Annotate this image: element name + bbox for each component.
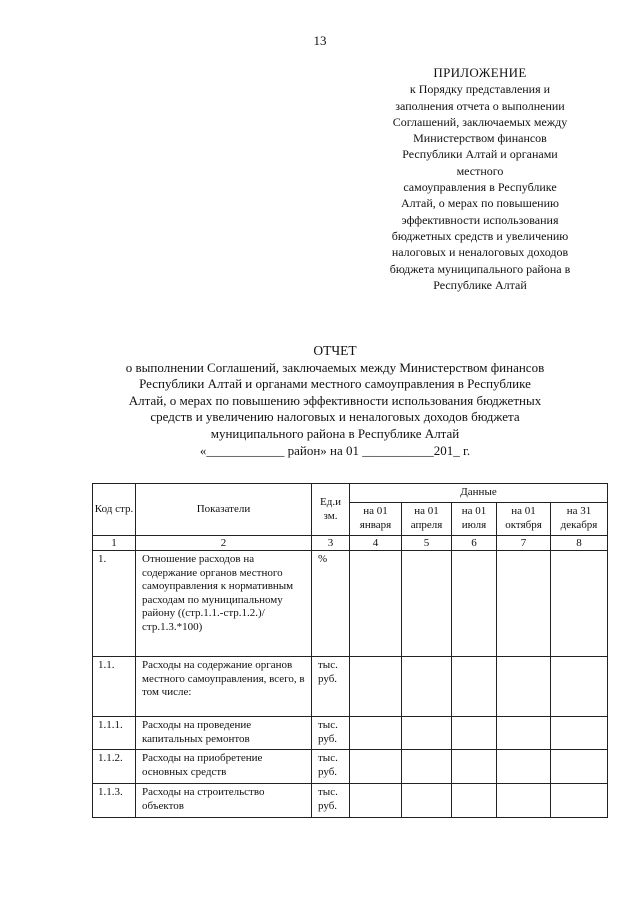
row-unit: тыс. руб. xyxy=(312,784,350,818)
data-cell[interactable] xyxy=(452,784,497,818)
data-cell[interactable] xyxy=(452,551,497,657)
appendix-line: самоуправления в Республике xyxy=(403,180,557,195)
data-cell[interactable] xyxy=(350,750,402,784)
appendix-line: Республики Алтай и органами xyxy=(402,147,558,162)
row-code: 1.1.3. xyxy=(93,784,136,818)
report-line: средств и увеличению налоговых и неналоговых доходов бюджета xyxy=(150,409,520,425)
data-cell[interactable] xyxy=(402,551,452,657)
appendix-line: бюджета муниципального района в xyxy=(389,261,571,276)
header-period: на 31 декабря xyxy=(551,503,608,536)
appendix-line: заполнения отчета о выполнении xyxy=(395,98,565,113)
row-code: 1. xyxy=(93,551,136,657)
column-number: 5 xyxy=(402,536,452,551)
row-code: 1.1. xyxy=(93,657,136,717)
report-line: о выполнении Соглашений, заключаемых между Министерством финансов xyxy=(125,359,545,375)
data-cell[interactable] xyxy=(551,551,608,657)
column-number: 6 xyxy=(452,536,497,551)
row-unit: тыс. руб. xyxy=(312,750,350,784)
column-number: 3 xyxy=(312,536,350,551)
row-code: 1.1.2. xyxy=(93,750,136,784)
column-number: 1 xyxy=(93,536,136,551)
row-code: 1.1.1. xyxy=(93,717,136,750)
data-cell[interactable] xyxy=(452,657,497,717)
data-cell[interactable] xyxy=(551,750,608,784)
column-number: 8 xyxy=(551,536,608,551)
row-indicator: Отношение расходов на содержание органов местного самоуправления к нормативным расходам по муниципальному району ((стр.1.1.-стр.1.2.)/стр.1.3.*100) xyxy=(136,551,312,657)
data-cell[interactable] xyxy=(350,784,402,818)
appendix-line: местного xyxy=(456,163,504,178)
data-cell[interactable] xyxy=(452,717,497,750)
row-indicator: Расходы на приобретение основных средств xyxy=(136,750,312,784)
appendix-line: Соглашений, заключаемых между xyxy=(392,114,568,129)
row-unit: тыс. руб. xyxy=(312,657,350,717)
page-number: 13 xyxy=(313,33,327,48)
report-table xyxy=(92,483,608,818)
appendix-title: ПРИЛОЖЕНИЕ xyxy=(433,65,527,80)
table-row xyxy=(93,784,608,818)
data-cell[interactable] xyxy=(402,717,452,750)
report-heading xyxy=(90,343,580,459)
data-cell[interactable] xyxy=(350,657,402,717)
appendix-line: Алтай, о мерах по повышению xyxy=(401,196,559,211)
header-period: на 01 января xyxy=(350,503,402,536)
report-line: муниципального района в Республике Алтай xyxy=(210,425,460,441)
data-cell[interactable] xyxy=(402,750,452,784)
table-row xyxy=(93,717,608,750)
data-cell[interactable] xyxy=(497,657,551,717)
column-number: 2 xyxy=(136,536,312,551)
header-period: на 01 апреля xyxy=(402,503,452,536)
row-unit: тыс. руб. xyxy=(312,717,350,750)
header-data: Данные xyxy=(350,484,608,503)
data-cell[interactable] xyxy=(350,551,402,657)
data-cell[interactable] xyxy=(551,717,608,750)
data-cell[interactable] xyxy=(497,551,551,657)
data-cell[interactable] xyxy=(402,784,452,818)
data-cell[interactable] xyxy=(350,717,402,750)
table-row xyxy=(93,551,608,657)
appendix-line: налоговых и неналоговых доходов xyxy=(391,245,569,260)
column-number: 7 xyxy=(497,536,551,551)
data-cell[interactable] xyxy=(402,657,452,717)
table-row xyxy=(93,657,608,717)
data-cell[interactable] xyxy=(551,784,608,818)
row-unit: % xyxy=(312,551,350,657)
row-indicator: Расходы на строительство объектов xyxy=(136,784,312,818)
appendix-line: Министерством финансов xyxy=(413,131,547,146)
appendix-line: эффективности использования xyxy=(401,212,559,227)
report-title: ОТЧЕТ xyxy=(313,343,357,358)
appendix-line: к Порядку представления и xyxy=(409,82,551,97)
report-line: Республики Алтай и органами местного самоуправления в Республике xyxy=(139,376,531,392)
column-number: 4 xyxy=(350,536,402,551)
appendix-line: Республике Алтай xyxy=(433,277,527,292)
header-period: на 01 октября xyxy=(497,503,551,536)
appendix-line: бюджетных средств и увеличению xyxy=(391,228,569,243)
header-period: на 01 июля xyxy=(452,503,497,536)
data-cell[interactable] xyxy=(497,784,551,818)
header-unit: Ед.и зм. xyxy=(312,484,350,536)
data-cell[interactable] xyxy=(551,657,608,717)
header-code: Код стр. xyxy=(93,484,136,536)
header-indicator: Показатели xyxy=(136,484,312,536)
data-cell[interactable] xyxy=(452,750,497,784)
row-indicator: Расходы на проведение капитальных ремонтов xyxy=(136,717,312,750)
table-row xyxy=(93,750,608,784)
report-date-line: «____________ район» на 01 ___________201_ г. xyxy=(199,442,471,458)
report-line: Алтай, о мерах по повышению эффективности использования бюджетных xyxy=(128,392,542,408)
appendix-block xyxy=(352,65,608,293)
data-cell[interactable] xyxy=(497,750,551,784)
row-indicator: Расходы на содержание органов местного самоуправления, всего, в том числе: xyxy=(136,657,312,717)
data-cell[interactable] xyxy=(497,717,551,750)
